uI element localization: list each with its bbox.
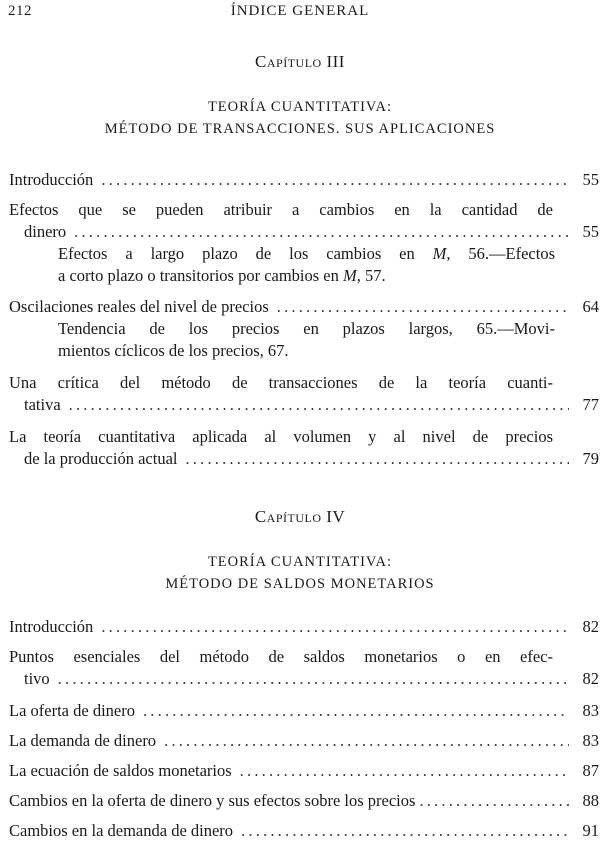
toc-entry[interactable]	[9, 730, 599, 752]
dot-leader	[74, 221, 569, 243]
toc-entry[interactable]	[9, 296, 599, 362]
chapter-4-title-line2: MÉTODO DE SALDOS MONETARIOS	[165, 576, 435, 592]
toc-entry[interactable]	[9, 700, 599, 722]
subtopic-line2: a corto plazo o transitorios por cambios en M, 57.	[58, 266, 386, 285]
subtopic-line2: mientos cíclicos de los precios, 67.	[58, 341, 289, 360]
subtopic-line1: Tendencia de los precios en plazos largos, 65.—Movi-	[58, 319, 555, 338]
entry-text-line1: Puntos esenciales del método de saldos monetarios o en efec-	[9, 647, 553, 666]
entry-text-line1: Una crítica del método de transacciones de la teoría cuanti-	[9, 373, 553, 392]
entry-text-line2: tativa	[24, 395, 61, 414]
dot-leader	[69, 394, 569, 416]
entry-text: La oferta de dinero	[9, 701, 135, 720]
chapter-4-title-line1: TEORÍA CUANTITATIVA:	[207, 554, 393, 570]
toc-entry[interactable]	[9, 820, 599, 842]
entry-page: 83	[582, 731, 599, 750]
entry-page: 55	[582, 222, 599, 241]
chapter-4-label: Capítulo IV	[254, 507, 346, 526]
entry-text: Introducción	[9, 170, 94, 189]
entry-text-line2: tivo	[24, 669, 50, 688]
page-number: 212	[8, 3, 32, 19]
chapter-3-label: Capítulo III	[255, 52, 345, 71]
dot-leader	[101, 169, 569, 191]
entry-text: La demanda de dinero	[9, 731, 157, 750]
entry-subtopics	[9, 243, 599, 287]
dot-leader	[58, 668, 569, 690]
dot-leader	[185, 448, 569, 470]
toc-entry[interactable]	[9, 169, 599, 191]
entry-text-line2: dinero	[24, 222, 67, 241]
dot-leader	[101, 616, 569, 638]
entry-text: La ecuación de saldos monetarios	[9, 761, 232, 780]
entry-page: 64	[582, 297, 599, 316]
entry-page: 91	[582, 821, 599, 840]
chapter-3-title-line2: MÉTODO DE TRANSACCIONES. SUS APLICACIONES	[104, 121, 496, 137]
entry-text: Cambios en la demanda de dinero	[9, 821, 234, 840]
dot-leader	[419, 790, 573, 812]
entry-page: 83	[582, 701, 599, 720]
toc-entry[interactable]	[9, 426, 599, 470]
toc-entry[interactable]	[9, 372, 599, 416]
dot-leader	[164, 730, 569, 752]
dot-leader	[240, 760, 569, 782]
toc-entry[interactable]	[9, 646, 599, 690]
entry-page: 88	[582, 791, 599, 810]
toc-entry[interactable]	[9, 790, 599, 812]
entry-page: 87	[582, 761, 599, 780]
chapter-3-title-line1: TEORÍA CUANTITATIVA:	[207, 99, 393, 115]
header-title: ÍNDICE GENERAL	[230, 3, 370, 19]
entry-text: Oscilaciones reales del nivel de precios	[9, 297, 269, 316]
toc-entry[interactable]	[9, 616, 599, 638]
entry-subtopics	[9, 318, 599, 362]
dot-leader	[277, 296, 569, 318]
entry-text-line2: de la producción actual	[24, 449, 178, 468]
toc-entry[interactable]	[9, 760, 599, 782]
entry-page: 55	[582, 170, 599, 189]
entry-page: 82	[582, 669, 599, 688]
dot-leader	[241, 820, 569, 842]
entry-text-line1: Efectos que se pueden atribuir a cambios en la cantidad de	[9, 200, 553, 219]
running-head	[8, 3, 592, 25]
dot-leader	[143, 700, 569, 722]
subtopic-line1: Efectos a largo plazo de los cambios en M, 56.—Efectos	[58, 244, 555, 263]
toc-entry[interactable]	[9, 199, 599, 287]
entry-page: 79	[582, 449, 599, 468]
entry-text: Introducción	[9, 617, 94, 636]
entry-page: 82	[582, 617, 599, 636]
entry-text: Cambios en la oferta de dinero y sus efectos sobre los precios	[9, 791, 416, 810]
entry-text-line1: La teoría cuantitativa aplicada al volumen y al nivel de precios	[9, 427, 553, 446]
entry-page: 77	[582, 395, 599, 414]
